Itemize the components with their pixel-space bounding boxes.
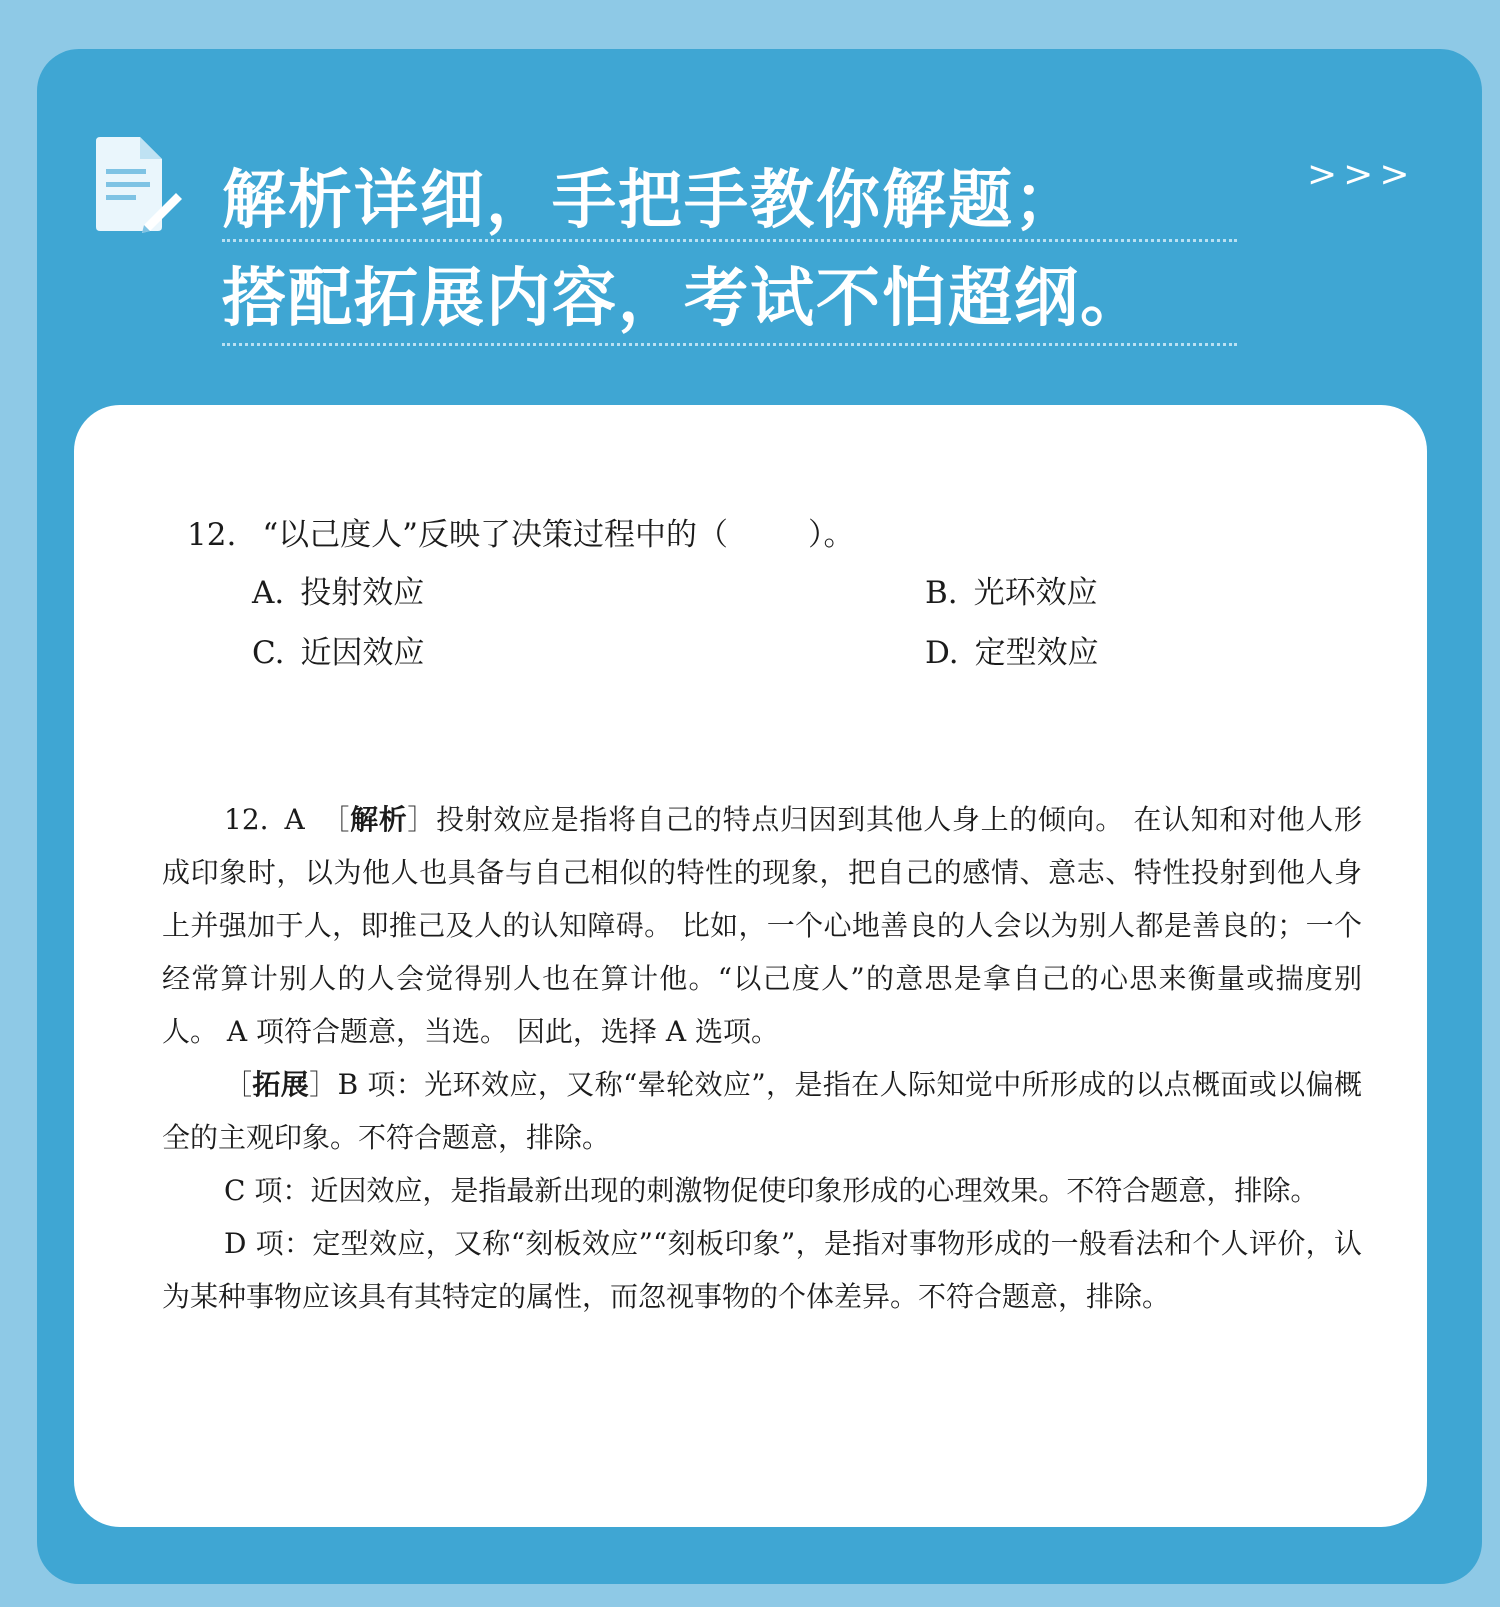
analysis-paragraph: 12. A ［解析］投射效应是指将自己的特点归因到其他人身上的倾向。 在认知和对他人形成印象时，以为他人也具备与自己相似的特性的现象，把自己的感情、意志、特性投射到他人身上并强加于人，即推己及人的认知障碍。 比如，一个心地善良的人会以为别人都是善良的；一个经常算计别人的人会觉得别人也在算计他。“以己度人”的意思是拿自己的心思来衡量或揣度别人。 A 项符合题意，当选。 因此，选择 A 选项。 bbox=[162, 803, 1362, 1048]
headline-line-1: 解析详细，手把手教你解题； bbox=[222, 163, 1080, 238]
analysis-label: 解析 bbox=[350, 803, 408, 836]
option-text: 定型效应 bbox=[974, 635, 1099, 671]
dotted-divider-1 bbox=[222, 239, 1237, 242]
option-key: D. bbox=[925, 635, 959, 671]
option-d bbox=[925, 627, 1099, 672]
option-text: 近因效应 bbox=[300, 635, 425, 671]
option-key: A. bbox=[252, 575, 285, 611]
question-text-after: ）。 bbox=[808, 517, 855, 553]
chevrons-right-icon: >>> bbox=[1307, 154, 1416, 195]
option-key: B. bbox=[925, 575, 958, 611]
headline-line-2: 搭配拓展内容，考试不怕超纲。 bbox=[222, 261, 1146, 336]
option-text: 光环效应 bbox=[973, 575, 1098, 611]
extension-label: 拓展 bbox=[252, 1068, 310, 1101]
answer-letter: A bbox=[284, 803, 305, 836]
question-text-before: “以己度人”反映了决策过程中的（ bbox=[262, 517, 729, 553]
extension-b-text: B 项：光环效应，又称“晕轮效应”，是指在人际知觉中所形成的以点概面或以偏概全的主观印象。不符合题意，排除。 bbox=[162, 1068, 1362, 1154]
answer-analysis bbox=[162, 793, 1362, 1323]
header-panel bbox=[37, 49, 1482, 1584]
question-number: 12. bbox=[187, 517, 237, 553]
extension-c-text: C 项：近因效应，是指最新出现的刺激物促使印象形成的心理效果。不符合题意，排除。 bbox=[224, 1174, 1319, 1207]
extension-c-paragraph bbox=[162, 1164, 1362, 1217]
answer-number: 12. bbox=[224, 803, 269, 836]
extension-b-paragraph: ［拓展］B 项：光环效应，又称“晕轮效应”，是指在人际知觉中所形成的以点概面或以偏概全的主观印象。不符合题意，排除。 bbox=[162, 1068, 1362, 1154]
extension-d-paragraph bbox=[162, 1217, 1362, 1323]
document-edit-icon bbox=[92, 135, 182, 235]
extension-d-text: D 项：定型效应，又称“刻板效应”“刻板印象”，是指对事物形成的一般看法和个人评价，认为某种事物应该具有其特定的属性，而忽视事物的个体差异。不符合题意，排除。 bbox=[162, 1227, 1362, 1313]
dotted-divider-2 bbox=[222, 343, 1237, 346]
question-stem bbox=[187, 509, 855, 554]
option-text: 投射效应 bbox=[300, 575, 425, 611]
option-a bbox=[252, 567, 424, 612]
option-key: C. bbox=[252, 635, 285, 671]
content-card bbox=[74, 405, 1427, 1527]
analysis-text: 投射效应是指将自己的特点归因到其他人身上的倾向。 在认知和对他人形成印象时，以为他人也具备与自己相似的特性的现象，把自己的感情、意志、特性投射到他人身上并强加于人，即推己及人的认知障碍。 比如，一个心地善良的人会以为别人都是善良的；一个经常算计别人的人会觉得别人也在算计他。“以己度人”的意思是拿自己的心思来衡量或揣度别人。 A 项符合题意，当选。 因此，选择 A 选项。 bbox=[162, 803, 1362, 1048]
option-b bbox=[925, 567, 1098, 612]
option-c bbox=[252, 627, 424, 672]
